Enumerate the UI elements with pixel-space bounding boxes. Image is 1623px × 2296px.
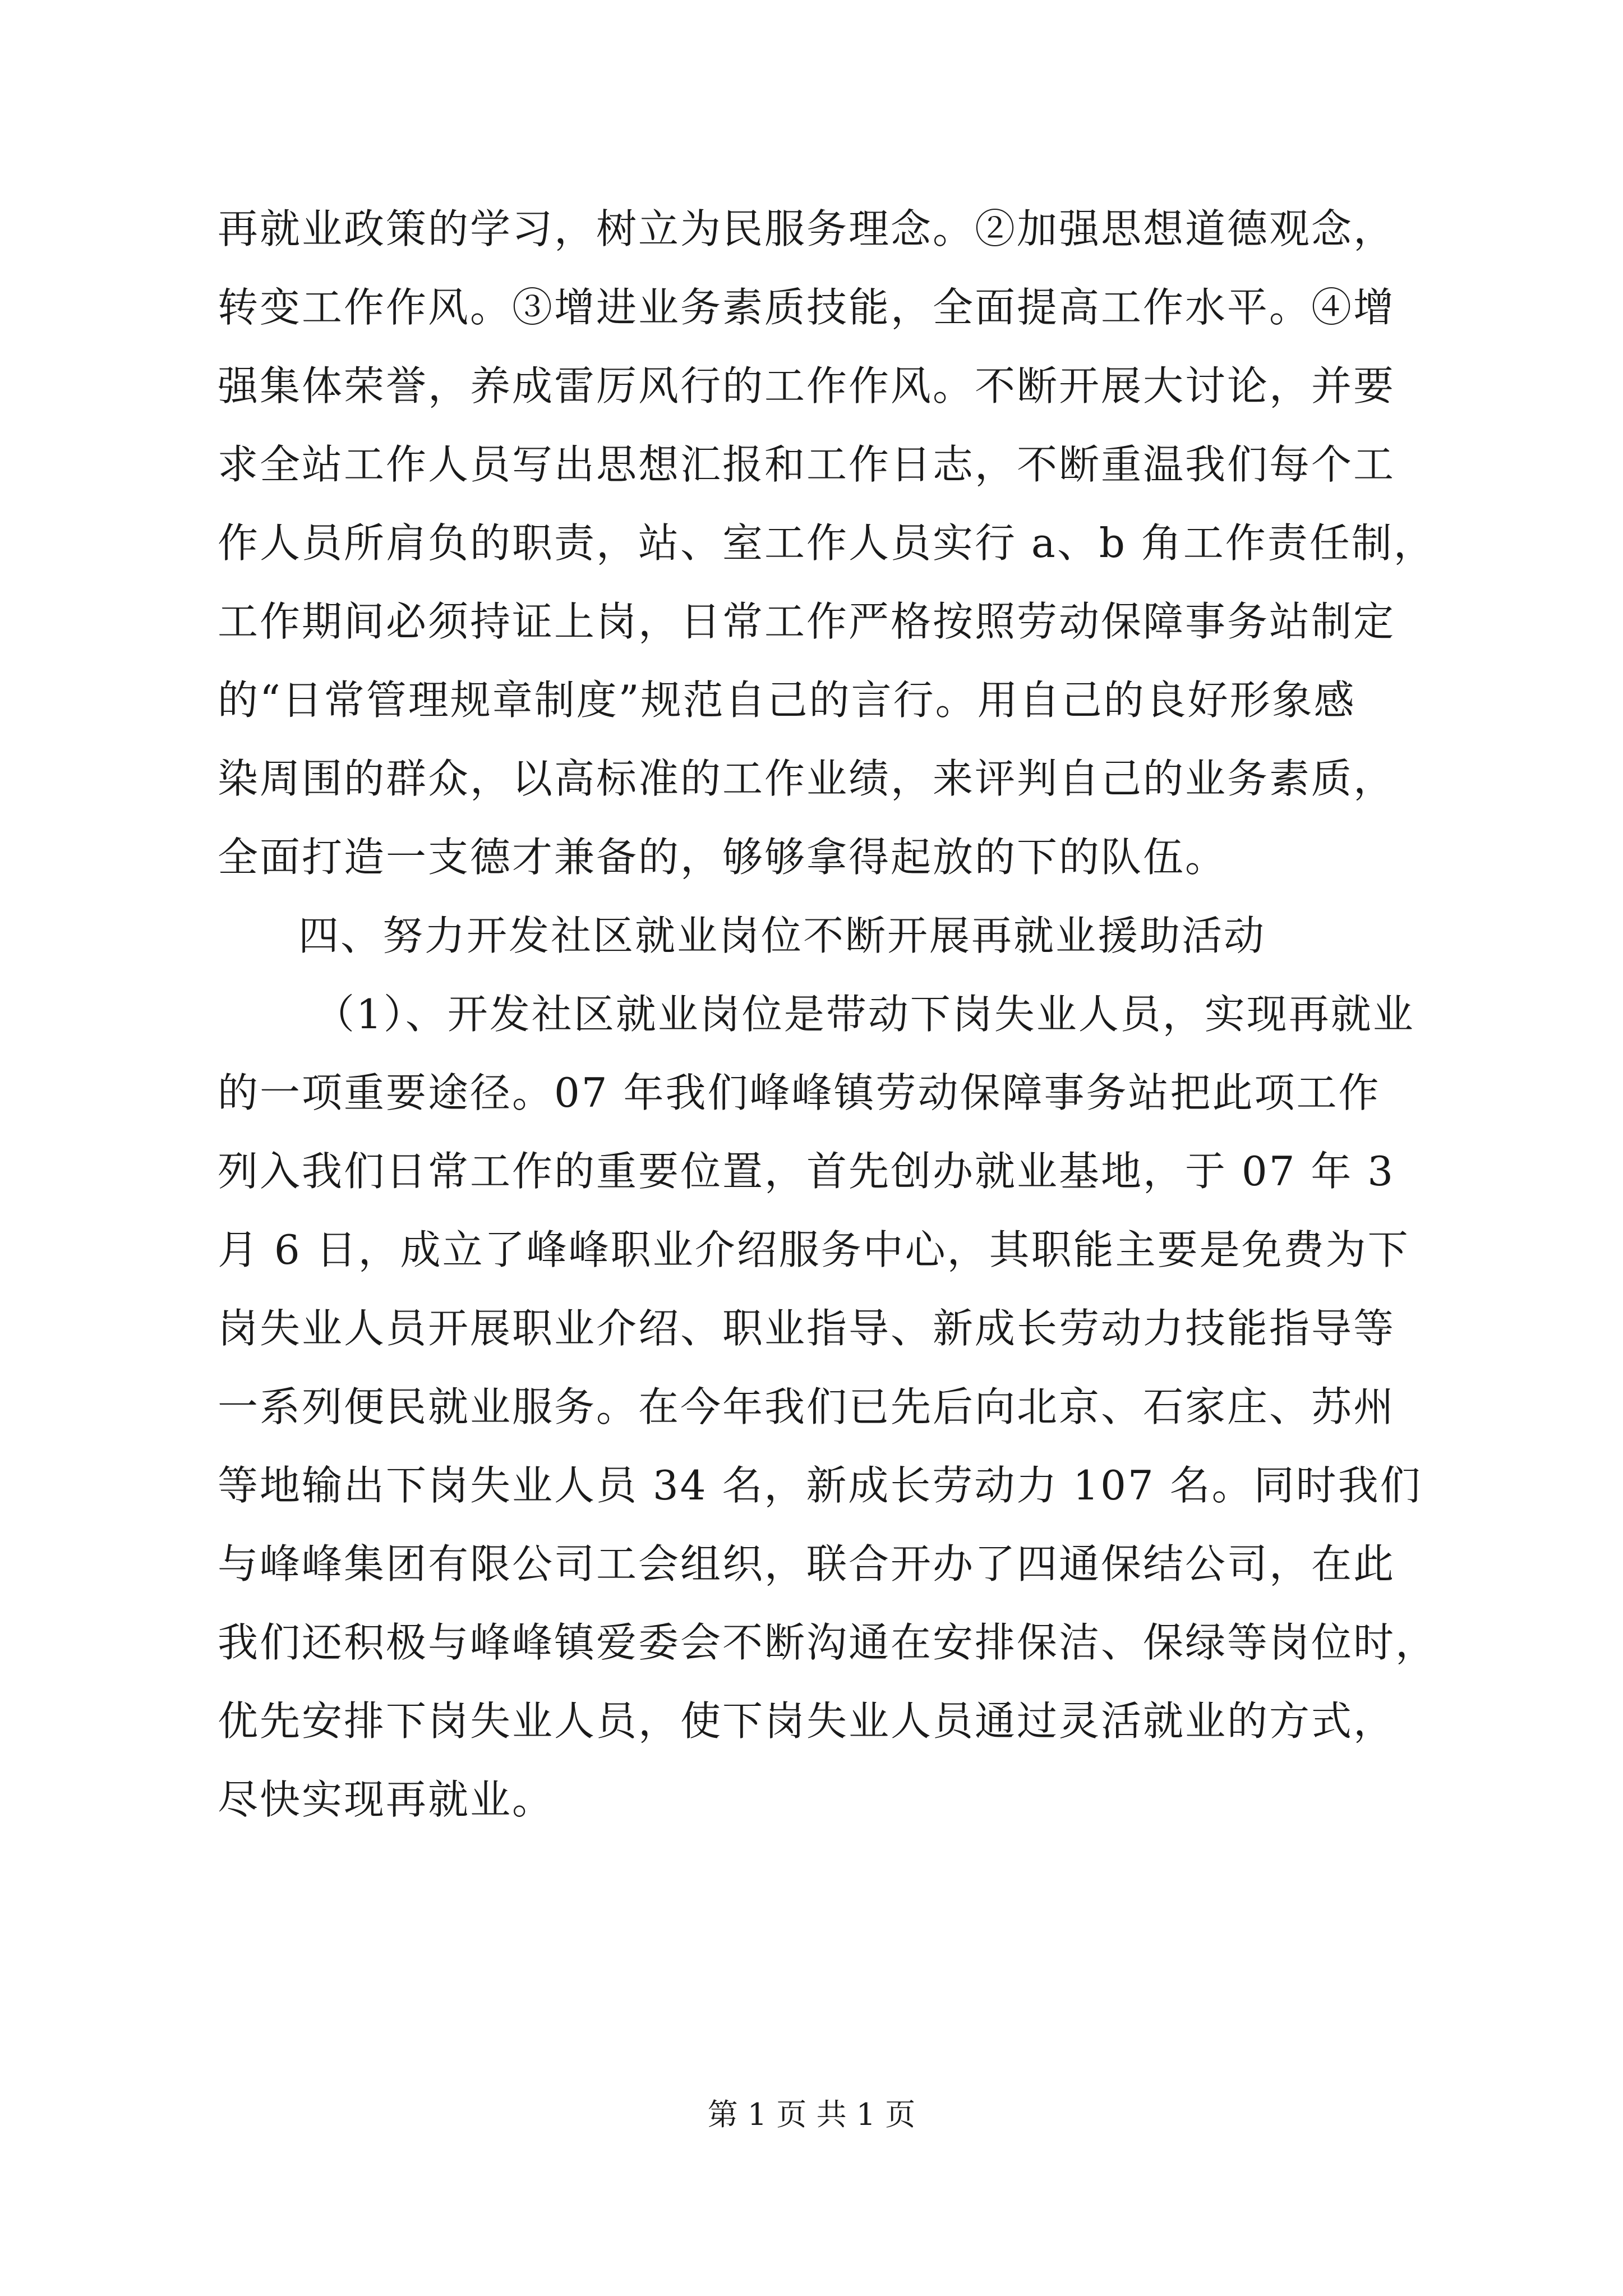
text-line: 全面打造一支德才兼备的，够够拿得起放的下的队伍。 (218, 834, 1228, 881)
text-line: 一系列便民就业服务。在今年我们已先后向北京、石家庄、苏州 (218, 1383, 1396, 1430)
text-line: 工作期间必须持证上岗，日常工作严格按照劳动保障事务站制定 (218, 598, 1396, 645)
paragraph-start-line: （1）、开发社区就业岗位是带动下岗失业人员，实现再就业 (314, 991, 1415, 1038)
text-line: 的“日常管理规章制度”规范自己的言行。用自己的良好形象感 (218, 677, 1356, 724)
text-line: 列入我们日常工作的重要位置，首先创办就业基地，于 07 年 3 (218, 1148, 1395, 1195)
text-line: 与峰峰集团有限公司工会组织，联合开办了四通保结公司，在此 (218, 1540, 1396, 1588)
text-line: 再就业政策的学习，树立为民服务理念。②加强思想道德观念， (218, 205, 1396, 252)
text-line: 转变工作作风。③增进业务素质技能，全面提高工作水平。④增 (218, 284, 1396, 331)
text-line: 月 6 日，成立了峰峰职业介绍服务中心，其职能主要是免费为下 (218, 1226, 1410, 1273)
text-line: 我们还积极与峰峰镇爱委会不断沟通在安排保洁、保绿等岗位时， (218, 1619, 1438, 1666)
text-line: 染周围的群众，以高标准的工作业绩，来评判自己的业务素质， (218, 755, 1396, 802)
text-line: 等地输出下岗失业人员 34 名，新成长劳动力 107 名。同时我们 (218, 1462, 1422, 1509)
text-line: 岗失业人员开展职业介绍、职业指导、新成长劳动力技能指导等 (218, 1305, 1396, 1352)
body-text (218, 190, 1438, 1839)
section-heading: 四、努力开发社区就业岗位不断开展再就业援助活动 (298, 912, 1266, 959)
text-line: 的一项重要途径。07 年我们峰峰镇劳动保障事务站把此项工作 (218, 1069, 1381, 1116)
text-line: 求全站工作人员写出思想汇报和工作日志，不断重温我们每个工 (218, 441, 1396, 488)
text-line: 优先安排下岗失业人员，使下岗失业人员通过灵活就业的方式， (218, 1697, 1396, 1745)
text-line: 作人员所肩负的职责，站、室工作人员实行 a、b 角工作责任制， (218, 519, 1436, 567)
text-line: 强集体荣誉，养成雷厉风行的工作作风。不断开展大讨论，并要 (218, 362, 1396, 409)
text-line: 尽快实现再就业。 (218, 1776, 555, 1823)
page-footer: 第 1 页 共 1 页 (707, 2097, 916, 2132)
